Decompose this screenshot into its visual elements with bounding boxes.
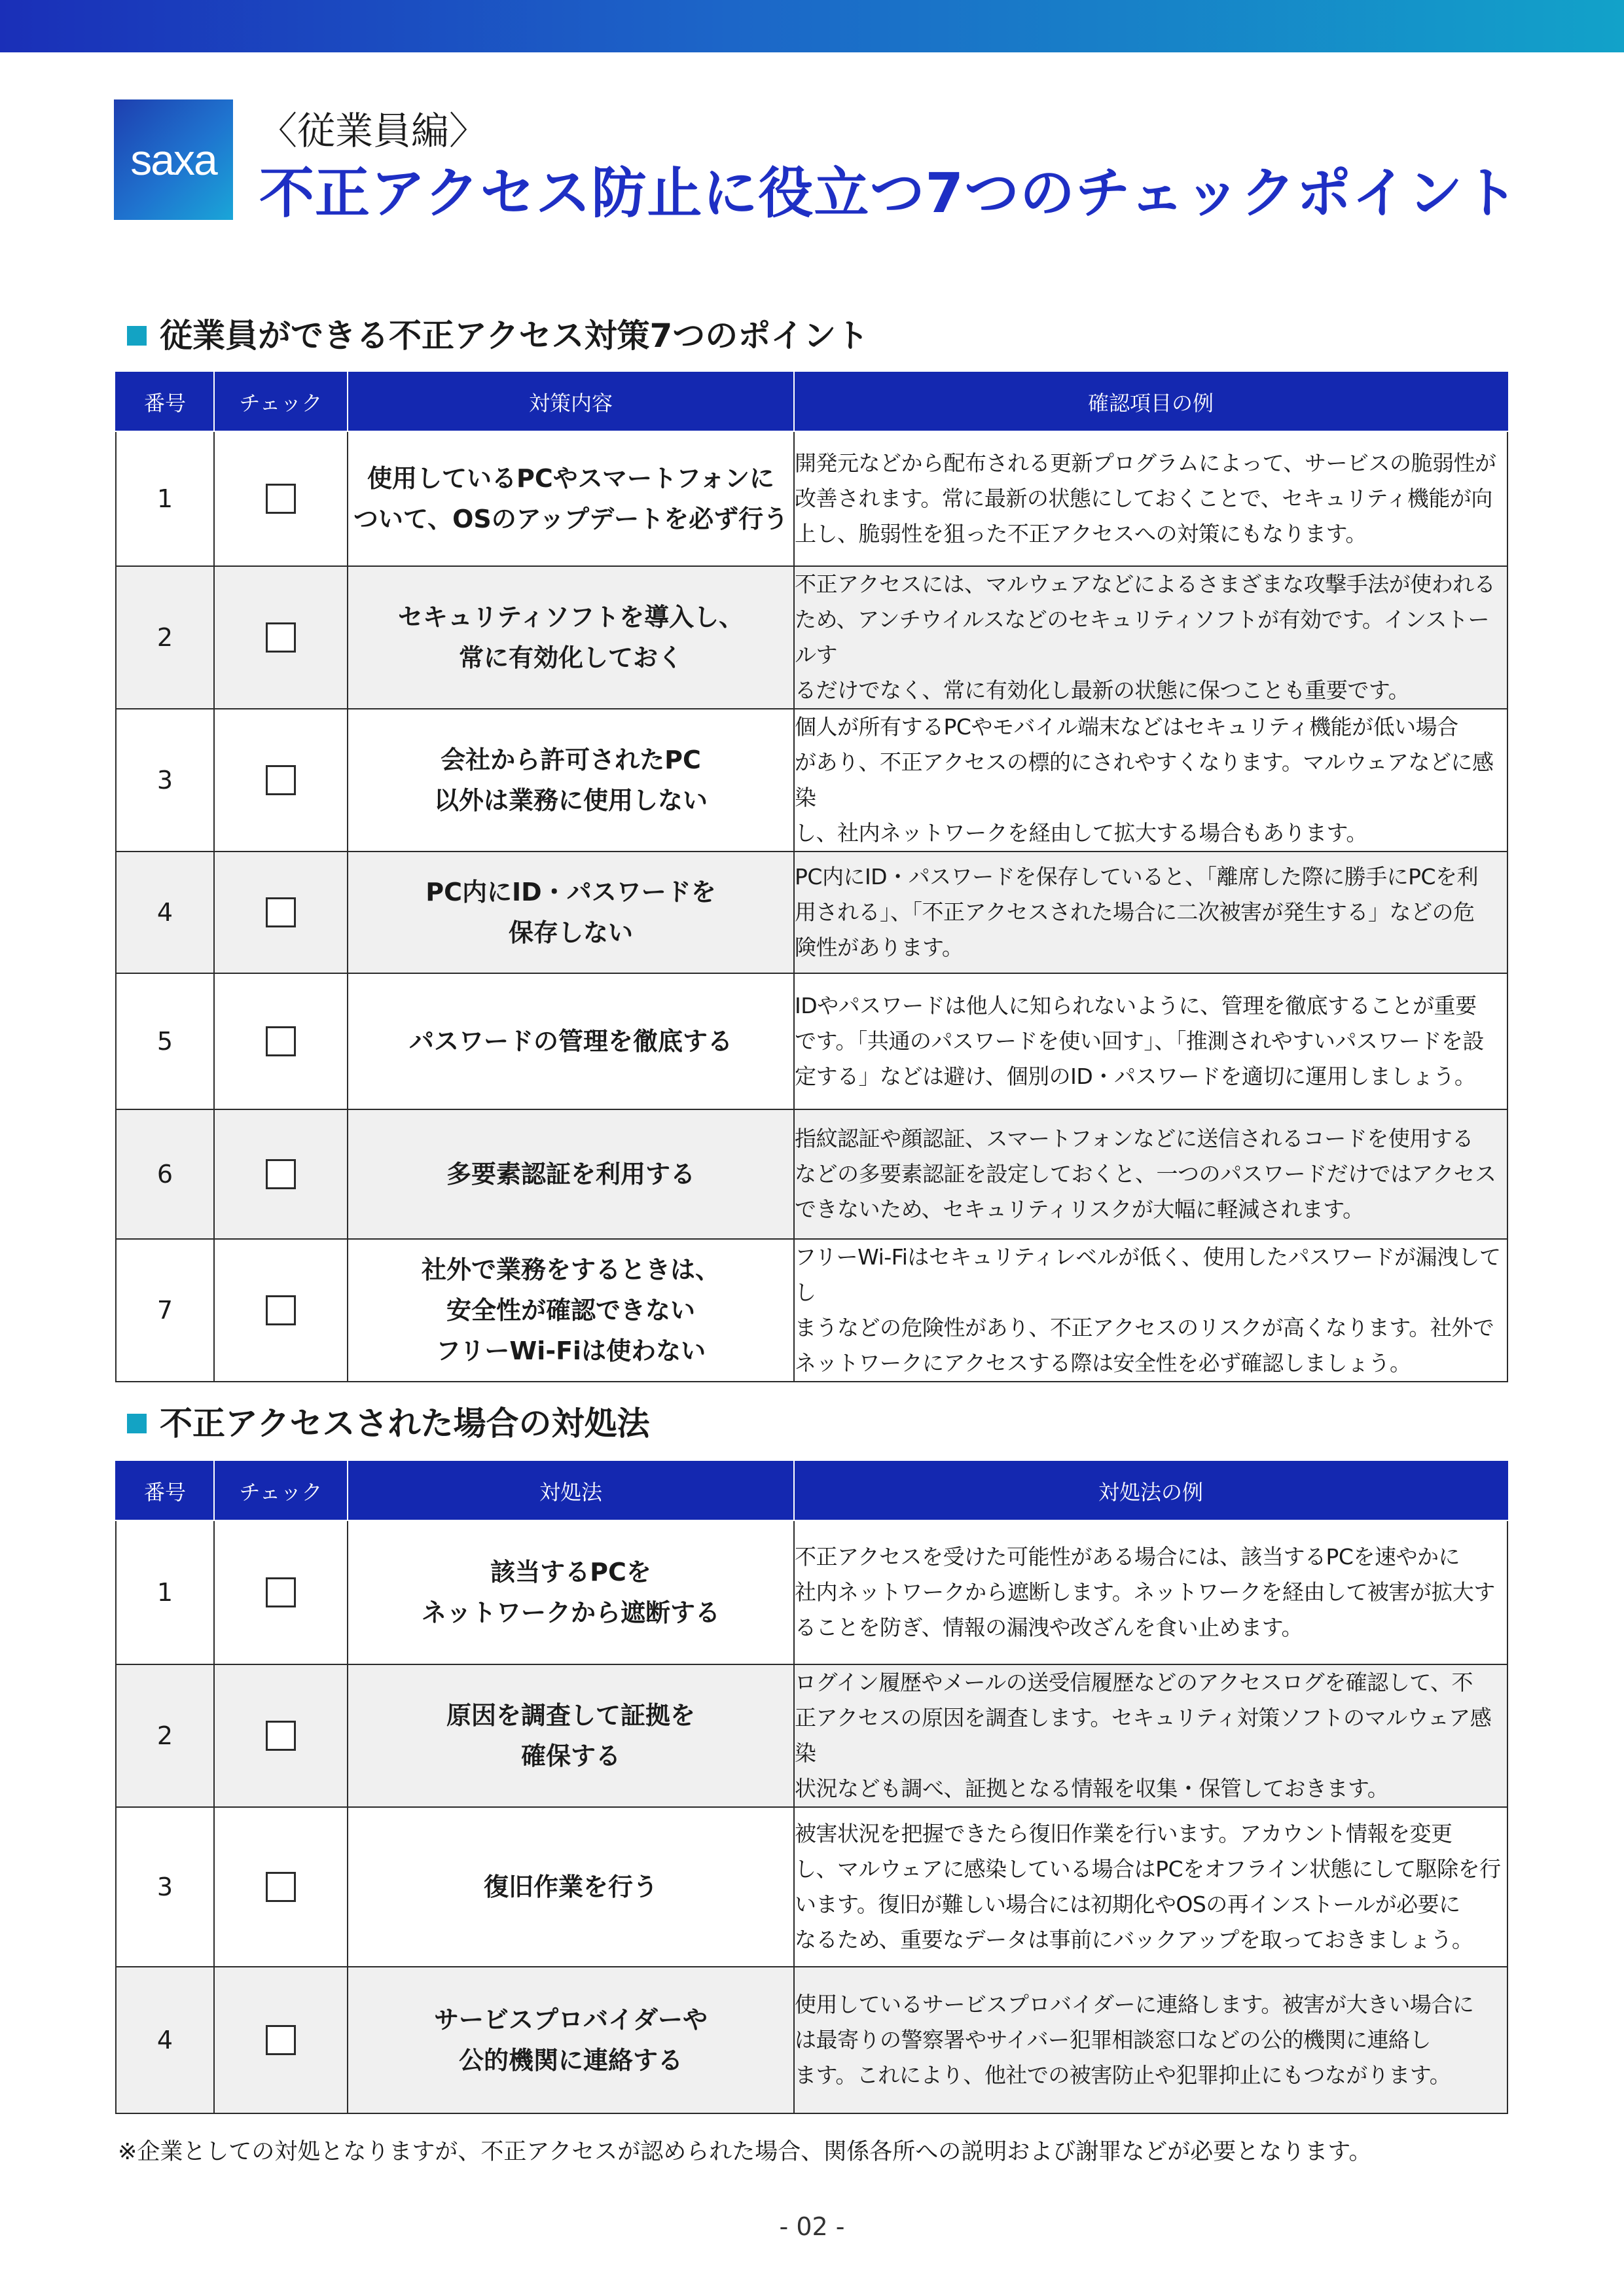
row-checkbox-cell[interactable]	[214, 566, 348, 709]
row-number: 4	[116, 1967, 214, 2113]
row-measure: セキュリティソフトを導入し、 常に有効化しておく	[348, 566, 794, 709]
row-checkbox-cell[interactable]	[214, 852, 348, 973]
row-measure: 社外で業務をするときは、 安全性が確認できない フリーWi-Fiは使わない	[348, 1239, 794, 1382]
row-number: 7	[116, 1239, 214, 1382]
col-header-check: チェック	[214, 1462, 348, 1520]
row-checkbox-cell[interactable]	[214, 1664, 348, 1807]
table-row	[116, 1109, 1507, 1239]
row-measure: パスワードの管理を徹底する	[348, 973, 794, 1109]
row-number: 3	[116, 1807, 214, 1967]
row-number: 1	[116, 431, 214, 566]
row-example: IDやパスワードは他人に知られないように、管理を徹底することが重要 です。「共通のパスワードを使い回す」、「推測されやすいパスワードを設 定する」などは避け、個別のID・パスワードを適切に運用しましょう。	[794, 973, 1507, 1109]
row-number: 2	[116, 566, 214, 709]
col-header-check: チェック	[214, 372, 348, 431]
row-measure: 多要素認証を利用する	[348, 1109, 794, 1239]
section1-heading-text: 従業員ができる不正アクセス対策7つのポイント	[160, 317, 869, 355]
row-checkbox-cell[interactable]	[214, 1807, 348, 1967]
table-row	[116, 1967, 1507, 2113]
checkbox-icon[interactable]	[266, 1295, 296, 1325]
row-number: 4	[116, 852, 214, 973]
section1-heading	[127, 313, 869, 359]
saxa-logo	[114, 99, 233, 220]
checkbox-icon[interactable]	[266, 1872, 296, 1902]
row-checkbox-cell[interactable]	[214, 1967, 348, 2113]
checkbox-icon[interactable]	[266, 897, 296, 927]
row-example: 被害状況を把握できたら復旧作業を行います。アカウント情報を変更 し、マルウェアに感染している場合はPCをオフライン状態にして駆除を行 います。復旧が難しい場合には初期化やOSの再インストールが必要に なるため、重要なデータは事前にバックアップを取っておきましょう。	[794, 1807, 1507, 1967]
table-row	[116, 973, 1507, 1109]
row-example: 使用しているサービスプロバイダーに連絡します。被害が大きい場合に は最寄りの警察署やサイバー犯罪相談窓口などの公的機関に連絡し ます。これにより、他社での被害防止や犯罪抑止にもつながります。	[794, 1967, 1507, 2113]
row-checkbox-cell[interactable]	[214, 709, 348, 852]
col-header-example: 対処法の例	[794, 1462, 1507, 1520]
row-measure: 原因を調査して証拠を 確保する	[348, 1664, 794, 1807]
table-row	[116, 1520, 1507, 1664]
section2-heading	[127, 1401, 650, 1446]
checkbox-icon[interactable]	[266, 622, 296, 653]
section1-header-row	[116, 372, 1507, 431]
row-measure: PC内にID・パスワードを 保存しない	[348, 852, 794, 973]
section-square-icon	[127, 1414, 147, 1433]
row-checkbox-cell[interactable]	[214, 1239, 348, 1382]
footnote: ※企業としての対処となりますが、不正アクセスが認められた場合、関係各所への説明および謝罪などが必要となります。	[118, 2139, 1372, 2165]
row-checkbox-cell[interactable]	[214, 431, 348, 566]
table-row	[116, 431, 1507, 566]
page-number: - 02 -	[779, 2212, 845, 2241]
row-number: 2	[116, 1664, 214, 1807]
checkbox-icon[interactable]	[266, 765, 296, 795]
section2-header-row	[116, 1462, 1507, 1520]
checkbox-icon[interactable]	[266, 1721, 296, 1751]
col-header-measure: 対処法	[348, 1462, 794, 1520]
table-row	[116, 709, 1507, 852]
page-title: 不正アクセス防止に役立つ7つのチェックポイント	[259, 161, 1519, 225]
table-row	[116, 852, 1507, 973]
checkbox-icon[interactable]	[266, 484, 296, 514]
table-row	[116, 566, 1507, 709]
row-measure: 復旧作業を行う	[348, 1807, 794, 1967]
top-gradient-bar	[0, 0, 1624, 52]
row-number: 5	[116, 973, 214, 1109]
col-header-measure: 対策内容	[348, 372, 794, 431]
section1-table	[115, 372, 1508, 1382]
row-checkbox-cell[interactable]	[214, 1520, 348, 1664]
row-measure: サービスプロバイダーや 公的機関に連絡する	[348, 1967, 794, 2113]
page-subtitle: 〈従業員編〉	[259, 109, 488, 153]
checkbox-icon[interactable]	[266, 1159, 296, 1189]
row-number: 6	[116, 1109, 214, 1239]
row-measure: 会社から許可されたPC 以外は業務に使用しない	[348, 709, 794, 852]
row-example: 開発元などから配布される更新プログラムによって、サービスの脆弱性が 改善されます。常に最新の状態にしておくことで、セキュリティ機能が向 上し、脆弱性を狙った不正アクセスへの対策にもなります。	[794, 431, 1507, 566]
row-checkbox-cell[interactable]	[214, 1109, 348, 1239]
checkbox-icon[interactable]	[266, 2025, 296, 2055]
row-number: 3	[116, 709, 214, 852]
row-number: 1	[116, 1520, 214, 1664]
table-row	[116, 1664, 1507, 1807]
row-measure: 使用しているPCやスマートフォンに ついて、OSのアップデートを必ず行う	[348, 431, 794, 566]
table-row	[116, 1239, 1507, 1382]
section2-heading-text: 不正アクセスされた場合の対処法	[160, 1405, 650, 1443]
col-header-example: 確認項目の例	[794, 372, 1507, 431]
row-example: 不正アクセスには、マルウェアなどによるさまざまな攻撃手法が使われる ため、アンチウイルスなどのセキュリティソフトが有効です。インストールす るだけでなく、常に有効化し最新の状態に保つことも重要です。	[794, 566, 1507, 709]
section2-table	[115, 1461, 1508, 2114]
logo-text: saxa	[130, 135, 217, 184]
checkbox-icon[interactable]	[266, 1026, 296, 1056]
row-example: 指紋認証や顔認証、スマートフォンなどに送信されるコードを使用する などの多要素認証を設定しておくと、一つのパスワードだけではアクセス できないため、セキュリティリスクが大幅に軽減されます。	[794, 1109, 1507, 1239]
table-row	[116, 1807, 1507, 1967]
row-example: フリーWi-Fiはセキュリティレベルが低く、使用したパスワードが漏洩してし まうなどの危険性があり、不正アクセスのリスクが高くなります。社外で ネットワークにアクセスする際は安全性を必ず確認しましょう。	[794, 1239, 1507, 1382]
row-checkbox-cell[interactable]	[214, 973, 348, 1109]
row-example: 不正アクセスを受けた可能性がある場合には、該当するPCを速やかに 社内ネットワークから遮断します。ネットワークを経由して被害が拡大す ることを防ぎ、情報の漏洩や改ざんを食い止めます。	[794, 1520, 1507, 1664]
section-square-icon	[127, 326, 147, 346]
row-example: ログイン履歴やメールの送受信履歴などのアクセスログを確認して、不 正アクセスの原因を調査します。セキュリティ対策ソフトのマルウェア感染 状況なども調べ、証拠となる情報を収集・保管しておきます。	[794, 1664, 1507, 1807]
checkbox-icon[interactable]	[266, 1577, 296, 1607]
row-measure: 該当するPCを ネットワークから遮断する	[348, 1520, 794, 1664]
col-header-number: 番号	[116, 1462, 214, 1520]
col-header-number: 番号	[116, 372, 214, 431]
row-example: 個人が所有するPCやモバイル端末などはセキュリティ機能が低い場合 があり、不正アクセスの標的にされやすくなります。マルウェアなどに感染 し、社内ネットワークを経由して拡大する場合もあります。	[794, 709, 1507, 852]
row-example: PC内にID・パスワードを保存していると、「離席した際に勝手にPCを利 用される」、「不正アクセスされた場合に二次被害が発生する」などの危 険性があります。	[794, 852, 1507, 973]
